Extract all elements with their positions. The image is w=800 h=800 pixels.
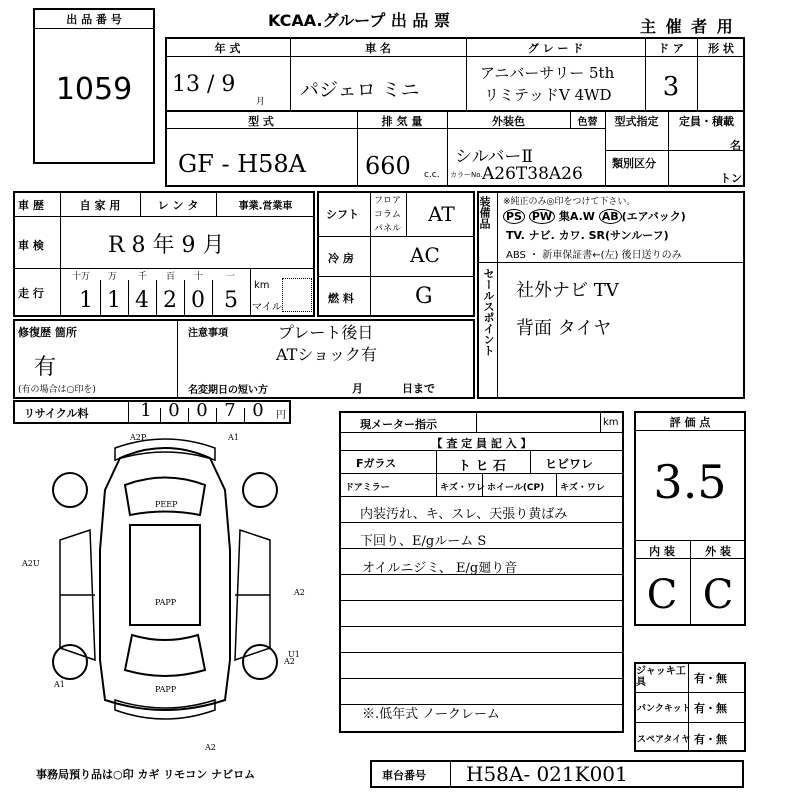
fuel-value: G (415, 284, 433, 309)
capacity-person-unit: 名 (730, 139, 741, 152)
car-damage-diagram (20, 430, 320, 750)
month-unit: 月 (256, 97, 266, 107)
shift-value: AT (428, 202, 455, 226)
exterior-value: C (702, 572, 734, 618)
mileage-digit: 5 (224, 288, 238, 313)
inspector-note: 下回り、E/gルーム S (360, 534, 487, 549)
equipment-line2: TV. ナビ. カワ. SR(サンルーフ) (506, 229, 669, 242)
equip-aw: 集A.W (558, 210, 595, 223)
lot-number-value: 1059 (55, 72, 133, 107)
repair-history-note: (有の場合は○印を) (18, 385, 96, 395)
capacity-ton-unit: トン (720, 172, 742, 185)
damage-mark: A2 (284, 657, 295, 666)
door-mirror-label: ドアミラー (345, 483, 390, 493)
caution-line2: ATショック有 (276, 345, 378, 364)
damage-mark: A2P (130, 433, 147, 442)
mile-checkbox[interactable] (282, 278, 312, 312)
mileage-digit: 1 (107, 288, 121, 313)
ac-label: 冷 房 (328, 252, 354, 265)
mile-unit: マイル (252, 302, 282, 313)
repair-history-label: 修復歴 箇所 (18, 326, 77, 339)
mileage-digit: 4 (135, 288, 149, 313)
model-value: GF - H58A (178, 150, 306, 178)
year-label: 年 式 (214, 42, 241, 55)
grade-label: グ レ ー ド (527, 42, 584, 55)
chassis-number-label: 車台番号 (382, 769, 426, 782)
inspector-note: ※.低年式 ノークレーム (362, 707, 500, 722)
equipment-line1 (503, 208, 686, 224)
mileage-label: 走 行 (18, 287, 44, 300)
history-option-business: 事業.営業車 (238, 201, 293, 212)
tire-front-right (243, 473, 277, 507)
digit-label-1: 一 (226, 272, 236, 282)
grade-value-line1: アニバーサリー 5th (480, 64, 615, 82)
color-label: 外装色 (492, 115, 525, 128)
inspector-note: オイルニジミ、 E/g廻り音 (362, 561, 518, 576)
shift-label: シフト (326, 208, 359, 221)
inspection-value: R 8 年 9 月 (108, 233, 225, 258)
tire-front-left (53, 473, 87, 507)
deadline-day-label: 日まで (402, 382, 435, 395)
year-value: 13 / 9 (172, 72, 236, 97)
recycle-digit: 0 (196, 400, 208, 421)
displacement-label: 排 気 量 (381, 115, 423, 128)
sales-point-line2: 背面 タイヤ (516, 318, 612, 339)
deadline-month-label: 月 (352, 382, 363, 395)
damage-mark: PAPP (155, 598, 177, 607)
damage-mark: A2U (22, 559, 40, 568)
equipment-line3: ABS ・ 新車保証書←(左) 後日送りのみ (506, 250, 682, 261)
color-value: シルバーⅡ (455, 147, 533, 167)
shape-label: 形 状 (708, 42, 734, 55)
capacity-label: 定員・積載 (679, 115, 734, 128)
recycle-digit: 7 (224, 400, 236, 421)
score-value: 3.5 (653, 455, 727, 509)
office-items-note: 事務局預り品は○印 カギ リモコン ナビロム (36, 768, 256, 781)
tire-rear-right (243, 645, 277, 679)
door-label: ド ア (658, 42, 684, 55)
ac-value: AC (410, 243, 440, 267)
inspector-header: 【 査 定 員 記 入 】 (431, 437, 532, 450)
equipment-note: ※純正のみ◎印をつけて下さい。 (503, 197, 636, 207)
equip-ab: AB (599, 209, 622, 224)
shift-option-panel: パネル (374, 224, 402, 234)
history-option-rental: レ ン タ (157, 199, 199, 212)
category-label: 類別区分 (612, 157, 656, 170)
exterior-label: 外 装 (705, 545, 731, 558)
fuel-label: 燃 料 (328, 292, 354, 305)
recycle-digit: 1 (140, 400, 152, 421)
mileage-digit: 1 (79, 288, 93, 313)
car-top-outline (100, 448, 230, 710)
equip-ps: PS (503, 209, 525, 224)
damage-mark: PEEP (155, 500, 178, 509)
puncture-kit-value: 有・無 (694, 702, 727, 715)
front-glass-options: ト ヒ 石 (458, 459, 507, 474)
score-label: 評 価 点 (669, 416, 711, 429)
digit-label-100: 百 (166, 272, 176, 282)
history-label: 車 歴 (18, 199, 44, 212)
door-mirror-options: キズ・ワレ (440, 483, 485, 493)
interior-value: C (646, 572, 678, 618)
equip-ab-note: (エアバック) (621, 210, 686, 223)
spare-tire-label: スペアタイヤ (637, 735, 691, 745)
history-option-private: 自 家 用 (79, 199, 121, 212)
mileage-digit: 2 (163, 288, 177, 313)
jack-tool-value: 有・無 (694, 672, 727, 685)
car-name-label: 車 名 (365, 42, 391, 55)
recycle-fee-label: リサイクル料 (24, 407, 89, 420)
shift-option-floor: フロア (374, 196, 402, 206)
tire-rear-left (53, 645, 87, 679)
caution-line1: プレート後日 (278, 323, 374, 342)
name-change-deadline-label: 名変期日の短い方 (188, 385, 268, 396)
lot-number-label: 出 品 番 号 (66, 13, 122, 26)
recycle-digit: 0 (168, 400, 180, 421)
recycle-digit: 0 (252, 400, 264, 421)
color-change-label: 色替 (577, 117, 598, 128)
chassis-number-value: H58A- 021K001 (466, 762, 628, 786)
cc-unit: c.c. (424, 170, 440, 180)
digit-label-10k: 万 (108, 272, 118, 282)
damage-mark: A1 (228, 433, 239, 442)
sales-point-line1: 社外ナビ TV (516, 280, 619, 301)
model-label: 型 式 (248, 115, 274, 128)
jack-tool-label: ジャッキ工具 (636, 666, 686, 688)
damage-mark: PAPP (155, 685, 177, 694)
sales-point-side-label: セールスポイント (482, 268, 495, 356)
wheel-label: ホイール(CP) (487, 483, 545, 493)
damage-mark: A1 (54, 680, 65, 689)
organizer-label: 主 催 者 用 (640, 17, 735, 36)
inspector-note: 内装汚れ、キ、スレ、天張り黄ばみ (360, 507, 568, 522)
type-spec-label: 型式指定 (614, 115, 659, 128)
digit-label-1k: 千 (138, 272, 148, 282)
grade-value-line2: リミテッドV 4WD (484, 86, 612, 104)
interior-label: 内 装 (649, 545, 675, 558)
damage-mark: A2 (205, 743, 216, 750)
km-unit: km (254, 280, 270, 291)
digit-label-10: 十 (194, 272, 204, 282)
car-name-value: パジェロ ミニ (300, 79, 420, 101)
wheel-options: キズ・ワレ (560, 483, 605, 493)
yen-unit: 円 (276, 410, 286, 421)
front-glass-label: Fガラス (356, 457, 397, 470)
color-number-value: A26T38A26 (482, 164, 583, 184)
damage-mark: U1 (288, 650, 300, 659)
damage-mark: A2 (294, 588, 305, 597)
displacement-value: 660 (365, 152, 411, 180)
meter-km-unit: km (603, 417, 619, 428)
mileage-digit: 0 (191, 288, 205, 313)
door-value: 3 (662, 72, 680, 102)
repair-history-value: 有 (34, 355, 57, 380)
equip-pw: PW (529, 209, 555, 224)
digit-label-100k: 十万 (72, 272, 91, 282)
equipment-side-label: 装備品 (478, 196, 491, 229)
spare-tire-value: 有・無 (694, 733, 727, 746)
inspection-label: 車 検 (18, 239, 44, 252)
puncture-kit-label: パンクキット (637, 704, 691, 714)
color-number-label: カラーNo. (450, 171, 483, 179)
shift-option-column: コラム (374, 210, 401, 220)
form-title: KCAA.グループ 出 品 票 (268, 11, 450, 30)
caution-label: 注意事項 (188, 328, 228, 339)
meter-label: 現メーター指示 (360, 418, 437, 431)
crack-label: ヒビワレ (545, 457, 594, 471)
